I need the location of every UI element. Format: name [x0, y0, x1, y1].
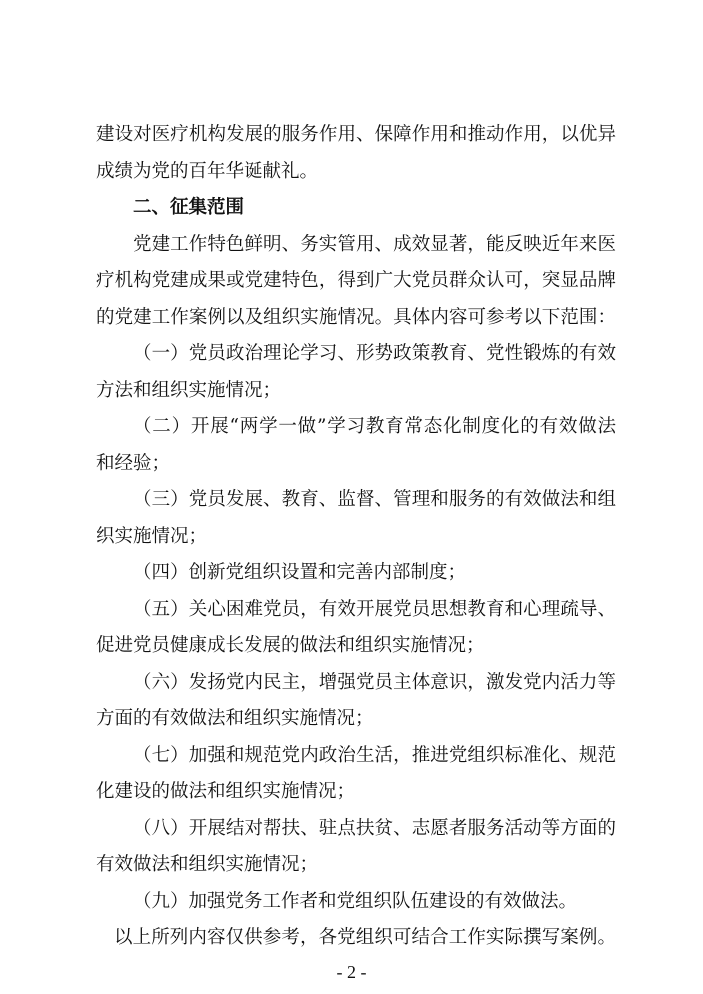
list-item-line: 有效做法和组织实施情况； [96, 854, 319, 875]
text-line: 的党建工作案例以及组织实施情况。具体内容可参考以下范围： [96, 307, 616, 328]
text-line: 疗机构党建成果或党建特色，得到广大党员群众认可，突显品牌 [96, 270, 616, 291]
list-item-line: 织实施情况； [96, 526, 208, 547]
section-heading: 二、征集范围 [133, 197, 245, 218]
text-line: 建设对医疗机构发展的服务作用、保障作用和推动作用，以优异 [96, 124, 616, 145]
list-item-line: （九）加强党务工作者和党组织队伍建设的有效做法。 [133, 891, 578, 912]
list-item-line: （一）党员政治理论学习、形势政策教育、党性锻炼的有效 [133, 343, 616, 364]
list-item-line: （八）开展结对帮扶、驻点扶贫、志愿者服务活动等方面的 [133, 818, 616, 839]
page-number: - 2 - [336, 962, 367, 982]
list-item-line: （五）关心困难党员，有效开展党员思想教育和心理疏导、 [133, 599, 616, 620]
list-item-line: 方面的有效做法和组织实施情况； [96, 708, 374, 729]
list-item-line: 方法和组织实施情况； [96, 380, 282, 401]
list-item-line: （六）发扬党内民主，增强党员主体意识，激发党内活力等 [133, 672, 616, 693]
list-item-line: 促进党员健康成长发展的做法和组织实施情况； [96, 635, 485, 656]
list-item-line: （三）党员发展、教育、监督、管理和服务的有效做法和组 [133, 489, 616, 510]
list-item-line: （四）创新党组织设置和完善内部制度； [133, 562, 467, 583]
list-item-line: （二）开展“两学一做”学习教育常态化制度化的有效做法 [133, 416, 616, 437]
list-item-line: （七）加强和规范党内政治生活，推进党组织标准化、规范 [133, 745, 616, 766]
text-line: 成绩为党的百年华诞献礼。 [96, 161, 319, 182]
list-item-line: 化建设的做法和组织实施情况； [96, 781, 356, 802]
closing-line: 以上所列内容仅供参考，各党组织可结合工作实际撰写案例。 [114, 927, 616, 948]
text-line: 党建工作特色鲜明、务实管用、成效显著，能反映近年来医 [133, 234, 616, 255]
list-item-line: 和经验； [96, 453, 171, 474]
